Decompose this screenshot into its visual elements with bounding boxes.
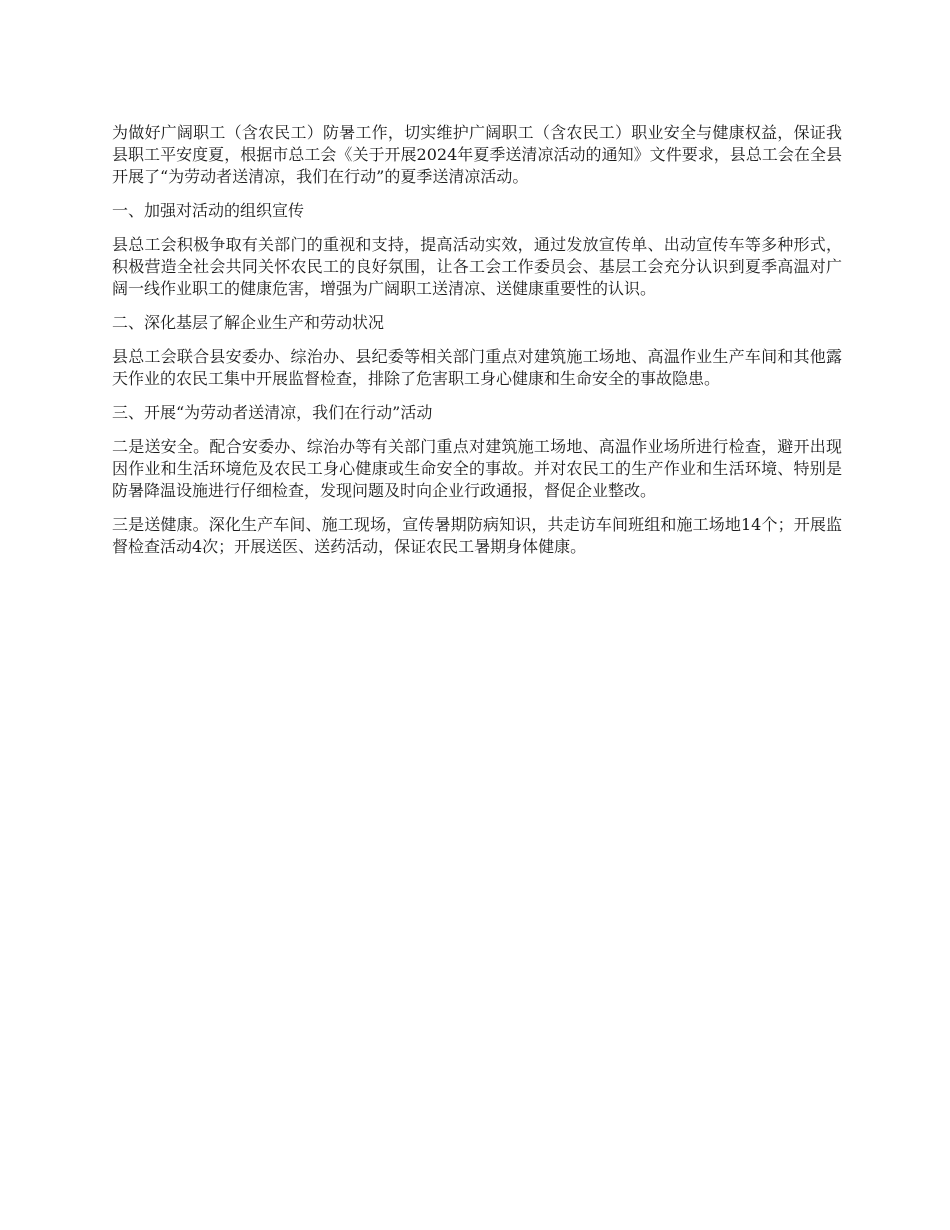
section-3-paragraph-health: 三是送健康。深化生产车间、施工现场，宣传暑期防病知识，共走访车间班组和施工场地14个；开展监督检查活动4次；开展送医、送药活动，保证农民工暑期身体健康。 xyxy=(112,515,842,556)
section-2-heading: 二、深化基层了解企业生产和劳动状况 xyxy=(112,313,385,332)
document-page xyxy=(112,122,842,570)
section-3-paragraph-safety: 二是送安全。配合安委办、综治办等有关部门重点对建筑施工场地、高温作业场所进行检查，避开出现因作业和生活环境危及农民工身心健康或生命安全的事故。并对农民工的生产作业和生活环境、特别是防暑降温设施进行仔细检查，发现问题及时向企业行政通报，督促企业整改。 xyxy=(112,437,842,500)
intro-paragraph: 为做好广阔职工（含农民工）防暑工作，切实维护广阔职工（含农民工）职业安全与健康权益，保证我县职工平安度夏，根据市总工会《关于开展2024年夏季送清凉活动的通知》文件要求，县总工会在全县开展了“为劳动者送清凉，我们在行动”的夏季送清凉活动。 xyxy=(112,123,842,186)
section-1-heading: 一、加强对活动的组织宣传 xyxy=(112,201,305,220)
section-3-heading: 三、开展“为劳动者送清凉，我们在行动”活动 xyxy=(112,403,433,422)
section-1-paragraph: 县总工会积极争取有关部门的重视和支持，提高活动实效，通过发放宣传单、出动宣传车等多种形式，积极营造全社会共同关怀农民工的良好氛围，让各工会工作委员会、基层工会充分认识到夏季高温对广阔一线作业职工的健康危害，增强为广阔职工送清凉、送健康重要性的认识。 xyxy=(112,235,842,298)
section-2-paragraph: 县总工会联合县安委办、综治办、县纪委等相关部门重点对建筑施工场地、高温作业生产车间和其他露天作业的农民工集中开展监督检查，排除了危害职工身心健康和生命安全的事故隐患。 xyxy=(112,347,842,388)
